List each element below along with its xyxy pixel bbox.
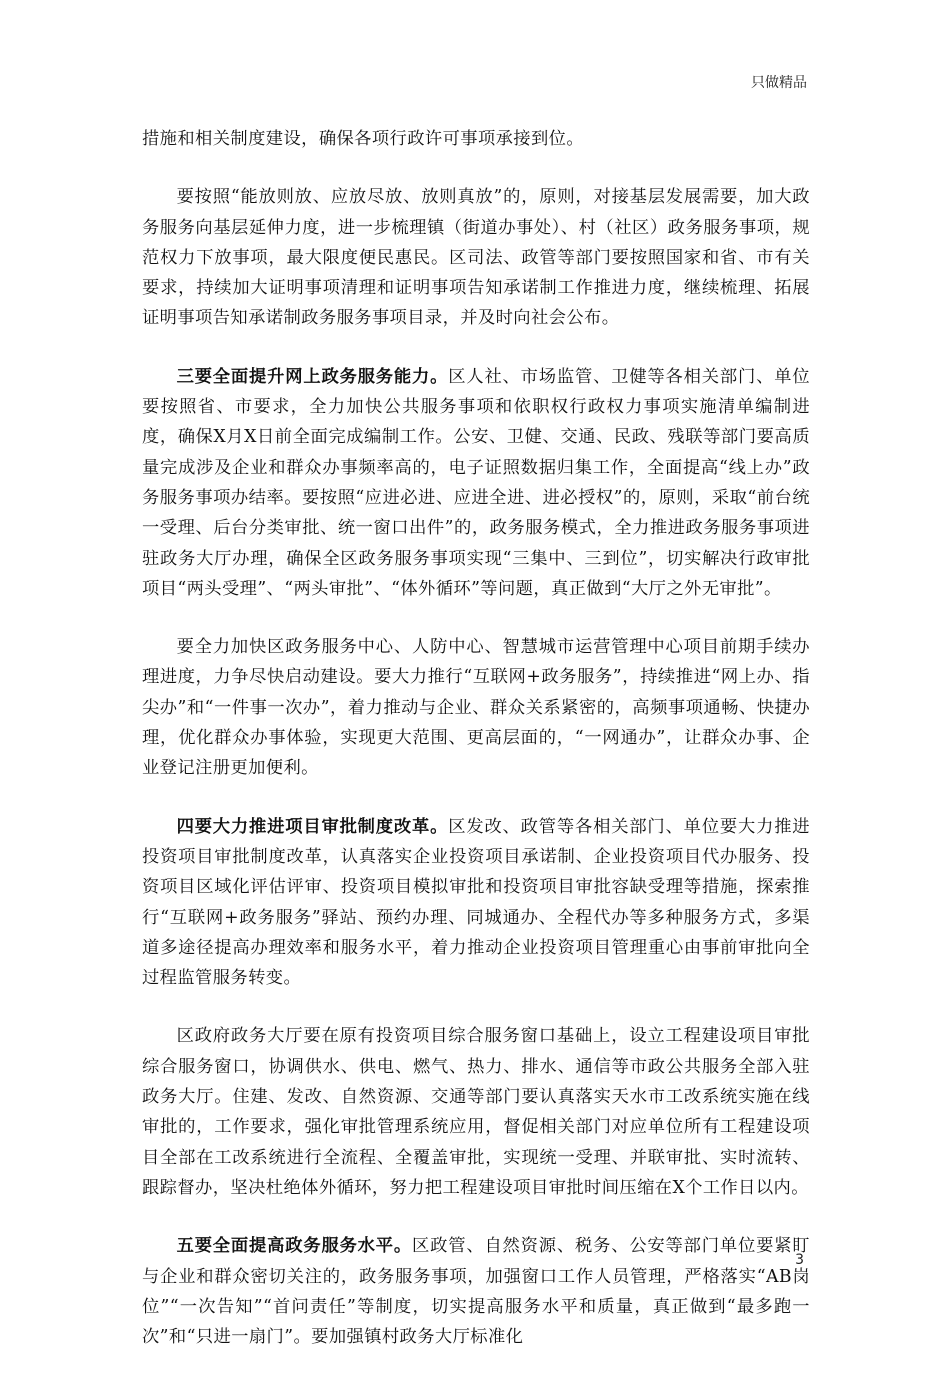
paragraph-1 — [142, 124, 810, 154]
paragraph-6 — [142, 1021, 810, 1203]
document-body — [142, 124, 810, 1380]
paragraph-7 — [142, 1231, 810, 1352]
paragraph-text: 措施和相关制度建设，确保各项行政许可事项承接到位。 — [142, 129, 585, 149]
paragraph-text: 区政府政务大厅要在原有投资项目综合服务窗口基础上，设立工程建设项目审批综合服务窗口，协调供水、供电、燃气、热力、排水、通信等市政公共服务全部入驻政务大厅。住建、发改、自然资源、交通等部门要认真落实天水市工改系统实施在线审批的，工作要求，强化审批管理系统应用，督促相关部门对应单位所有工程建设项目全部在工改系统进行全流程、全覆盖审批，实现统一受理、并联审批、实时流转、跟踪督办，坚决杜绝体外循环，努力把工程建设项目审批时间压缩在X个工作日以内。 — [142, 1026, 810, 1198]
paragraph-3 — [142, 362, 810, 604]
paragraph-lead: 五要全面提高政务服务水平。 — [176, 1236, 413, 1257]
paragraph-text: 区发改、政管等各相关部门、单位要大力推进投资项目审批制度改革，认真落实企业投资项目承诺制、企业投资项目代办服务、投资项目区域化评估评审、投资项目模拟审批和投资项目审批容缺受理等措施，探索推行“互联网+政务服务”驿站、预约办理、同城通办、全程代办等多种服务方式，多渠道多途径提高办理效率和服务水平，着力推动企业投资项目管理重心由事前审批向全过程监管服务转变。 — [142, 816, 810, 989]
paragraph-4 — [142, 632, 810, 783]
paragraph-text: 要全力加快区政务服务中心、人防中心、智慧城市运营管理中心项目前期手续办理进度，力争尽快启动建设。要大力推行“互联网+政务服务”，持续推进“网上办、指尖办”和“一件事一次办”，着力推动与企业、群众关系紧密的，高频事项通畅、快捷办理，优化群众办事体验，实现更大范围、更高层面的，“一网通办”，让群众办事、企业登记注册更加便利。 — [142, 637, 810, 779]
paragraph-text: 区政管、自然资源、税务、公安等部门单位要紧盯与企业和群众密切关注的，政务服务事项，加强窗口工作人员管理，严格落实“AB岗位”“一次告知”“首问责任”等制度，切实提高服务水平和质量，真正做到“最多跑一次”和“只进一扇门”。要加强镇村政务大厅标准化 — [142, 1236, 810, 1348]
header-note: 只做精品 — [751, 75, 807, 91]
paragraph-lead: 四要大力推进项目审批制度改革。 — [176, 816, 449, 837]
paragraph-5 — [142, 812, 810, 994]
page-number: 3 — [795, 1252, 804, 1268]
paragraph-text: 要按照“能放则放、应放尽放、放则真放”的，原则，对接基层发展需要，加大政务服务向基层延伸力度，进一步梳理镇（街道办事处）、村（社区）政务服务事项，规范权力下放事项，最大限度便民惠民。区司法、政管等部门要按照国家和省、市有关要求，持续加大证明事项清理和证明事项告知承诺制工作推进力度，继续梳理、拓展证明事项告知承诺制政务服务事项目录，并及时向社会公布。 — [142, 187, 810, 329]
paragraph-2 — [142, 182, 810, 333]
paragraph-text: 区人社、市场监管、卫健等各相关部门、单位要按照省、市要求，全力加快公共服务事项和依职权行政权力事项实施清单编制进度，确保X月X日前全面完成编制工作。公安、卫健、交通、民政、残联等部门要高质量完成涉及企业和群众办事频率高的，电子证照数据归集工作，全面提高“线上办”政务服务事项办结率。要按照“应进必进、应进全进、进必授权”的，原则，采取“前台统一受理、后台分类审批、统一窗口出件”的，政务服务模式，全力推进政务服务事项进驻政务大厅办理，确保全区政务服务事项实现“三集中、三到位”，切实解决行政审批项目“两头受理”、“两头审批”、“体外循环”等问题，真正做到“大厅之外无审批”。 — [142, 366, 810, 599]
paragraph-lead: 三要全面提升网上政务服务能力。 — [176, 366, 449, 387]
